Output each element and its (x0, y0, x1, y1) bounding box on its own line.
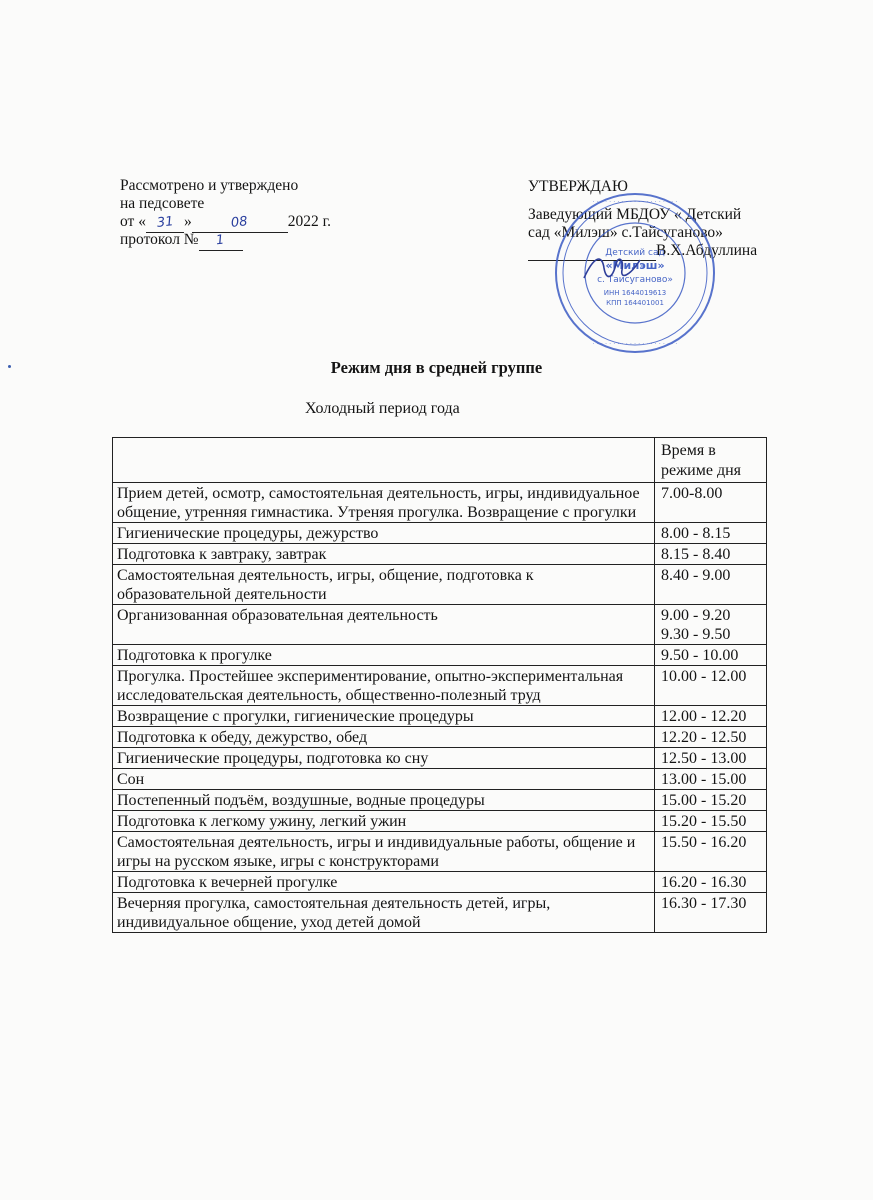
table-row (113, 790, 767, 811)
time-cell: 8.00 - 8.15 (655, 523, 767, 544)
time-slot: 9.30 - 9.50 (661, 626, 731, 643)
header-time (655, 438, 767, 483)
activity-cell: Гигиенические процедуры, подготовка ко сну (113, 748, 655, 769)
table-row (113, 523, 767, 544)
time-slot: 9.00 - 9.20 (661, 607, 731, 624)
approval-right-line2: сад «Милэш» с.Тайсуганово» (528, 224, 723, 241)
header-time-line1: Время в (661, 442, 716, 459)
time-cell: 12.00 - 12.20 (655, 706, 767, 727)
stamp-inn: ИНН 1644019613 (603, 289, 667, 297)
date-month-field (192, 213, 288, 233)
table-row (113, 727, 767, 748)
table-row (113, 872, 767, 893)
approval-left-protocol (120, 231, 331, 249)
schedule-table (112, 437, 767, 933)
date-month-handwritten: 08 (230, 214, 249, 231)
activity-cell: Подготовка к прогулке (113, 645, 655, 666)
table-row (113, 706, 767, 727)
date-day-handwritten: 31 (155, 214, 174, 231)
table-header-row (113, 438, 767, 483)
stamp-line2: «Милэш» (605, 259, 665, 272)
activity-cell: Прогулка. Простейшее экспериментирование, опытно-экспериментальная исследовательская деятельность, общественно-полезный труд (113, 666, 655, 706)
table-row (113, 811, 767, 832)
table-row (113, 544, 767, 565)
date-suffix: 2022 г. (287, 213, 332, 230)
stamp-line1: Детский сад (605, 248, 665, 258)
time-cell (655, 605, 767, 645)
time-cell: 7.00-8.00 (655, 483, 767, 523)
stamp-line3: с. Таисуганово» (597, 275, 673, 285)
table-row (113, 832, 767, 872)
time-cell: 12.50 - 13.00 (655, 748, 767, 769)
activity-cell: Самостоятельная деятельность, игры и индивидуальные работы, общение и игры на русском языке, игры с конструкторами (113, 832, 655, 872)
approval-right-line1: Заведующий МБДОУ « Детский (528, 206, 742, 223)
table-row (113, 893, 767, 933)
time-cell: 12.20 - 12.50 (655, 727, 767, 748)
protocol-number-handwritten: 1 (215, 232, 226, 249)
table-row (113, 645, 767, 666)
table-row (113, 666, 767, 706)
signature-scribble (580, 250, 650, 286)
time-cell: 9.50 - 10.00 (655, 645, 767, 666)
approval-left-line1: Рассмотрено и утверждено (120, 177, 299, 194)
protocol-number-field (199, 231, 243, 251)
activity-cell: Подготовка к вечерней прогулке (113, 872, 655, 893)
svg-text:· · · · · · · · · · · · · · ·: · · · · · · · · · · · · · · · · · · · · · (592, 340, 678, 348)
time-cell: 16.20 - 16.30 (655, 872, 767, 893)
activity-cell: Вечерняя прогулка, самостоятельная деятельность детей, игры, индивидуальное общение, уход детей домой (113, 893, 655, 933)
date-day-field (146, 213, 184, 233)
approval-right-signer: В.Х.Абдуллина (656, 242, 758, 259)
activity-cell: Возвращение с прогулки, гигиенические процедуры (113, 706, 655, 727)
activity-cell: Постепенный подъём, воздушные, водные процедуры (113, 790, 655, 811)
time-cell: 8.40 - 9.00 (655, 565, 767, 605)
activity-cell: Сон (113, 769, 655, 790)
stamp-kpp: КПП 164401001 (606, 299, 664, 307)
page-subtitle: Холодный период года (305, 400, 460, 417)
activity-cell: Организованная образовательная деятельность (113, 605, 655, 645)
approval-right-label: УТВЕРЖДАЮ (528, 178, 628, 195)
protocol-label: протокол № (120, 231, 199, 248)
table-row (113, 748, 767, 769)
approval-left (120, 177, 331, 249)
table-row (113, 769, 767, 790)
activity-cell: Подготовка к завтраку, завтрак (113, 544, 655, 565)
date-prefix: от « (120, 213, 146, 230)
table-row (113, 483, 767, 523)
time-cell: 8.15 - 8.40 (655, 544, 767, 565)
table-row (113, 565, 767, 605)
table-row (113, 605, 767, 645)
activity-cell: Самостоятельная деятельность, игры, общение, подготовка к образовательной деятельности (113, 565, 655, 605)
approval-left-line2: на педсовете (120, 195, 205, 212)
time-cell: 15.50 - 16.20 (655, 832, 767, 872)
time-cell: 15.20 - 15.50 (655, 811, 767, 832)
header-activity (113, 438, 655, 483)
time-cell: 10.00 - 12.00 (655, 666, 767, 706)
time-cell: 15.00 - 15.20 (655, 790, 767, 811)
activity-cell: Подготовка к обеду, дежурство, обед (113, 727, 655, 748)
svg-text:· · · · · · · · · · · · · · ·: · · · · · · · · · · · · · · · · · · · · · (592, 198, 678, 206)
activity-cell: Подготовка к легкому ужину, легкий ужин (113, 811, 655, 832)
activity-cell: Гигиенические процедуры, дежурство (113, 523, 655, 544)
time-cell: 16.30 - 17.30 (655, 893, 767, 933)
approval-left-date (120, 213, 331, 231)
page-title: Режим дня в средней группе (330, 358, 543, 377)
activity-cell: Прием детей, осмотр, самостоятельная деятельность, игры, индивидуальное общение, утренняя гимнастика. Утреняя прогулка. Возвращение с прогулки (113, 483, 655, 523)
time-cell: 13.00 - 15.00 (655, 769, 767, 790)
header-time-line2: режиме дня (661, 462, 742, 479)
date-mid: » (183, 213, 192, 230)
